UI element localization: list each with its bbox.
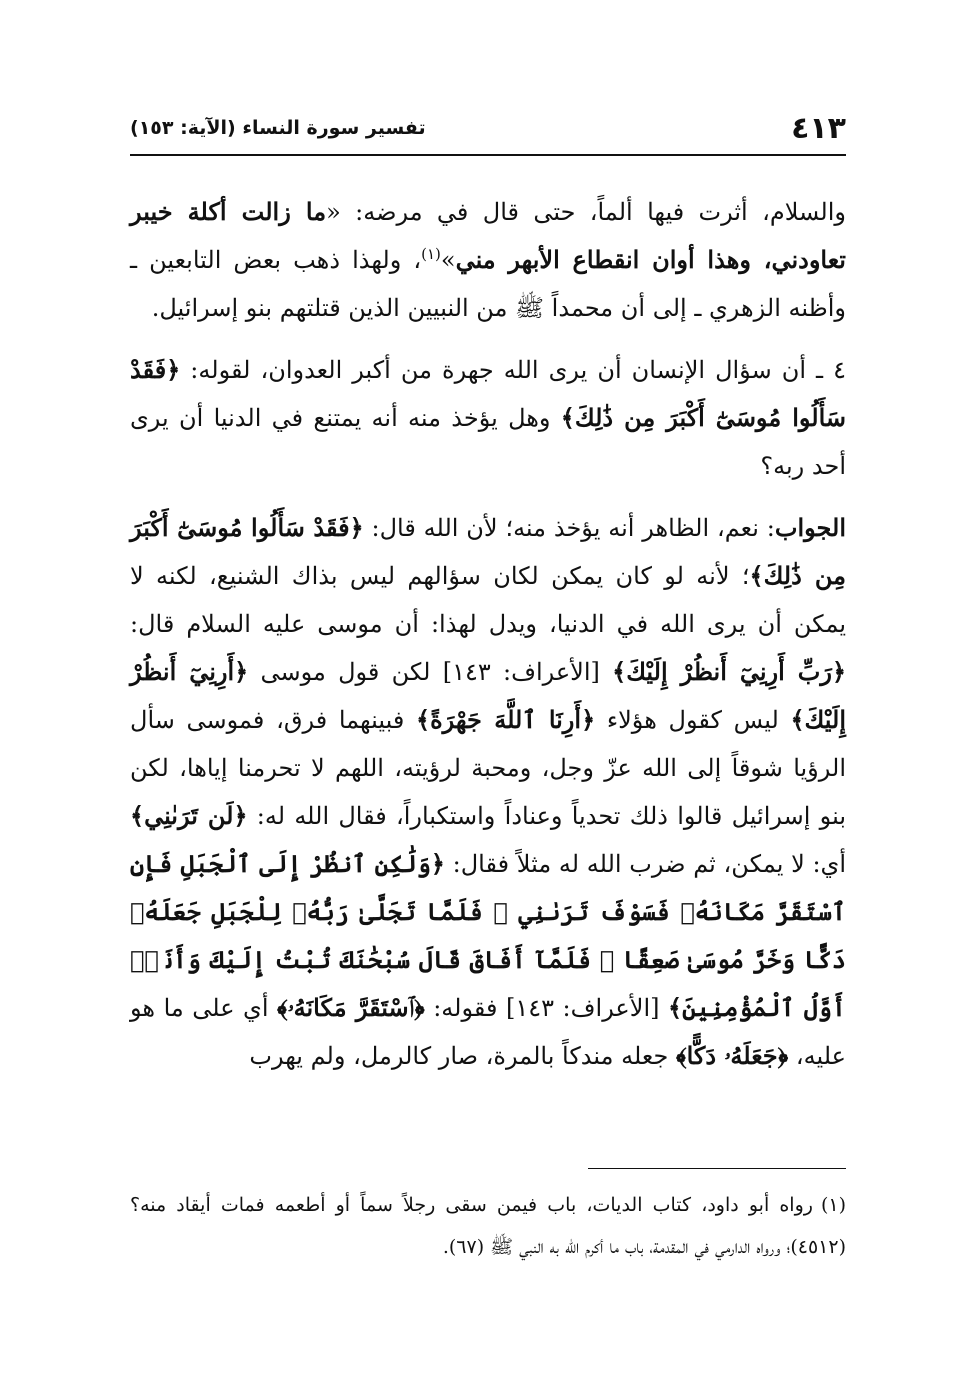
answer-label: الجواب xyxy=(774,513,846,542)
paragraph-1-text-3: ، ولهذا ذهب بعض التابعين ـ وأظنه الزهري ـ إلى أن محمداً ﷺ من النبيين الذين قتلتهم بنو إسرائيل. xyxy=(130,246,846,322)
quran-verse: ﴿وَلَٰكِنِ ٱنظُرْ إِلَى ٱلْجَبَلِ فَإِنِ ٱسْتَقَرَّ مَكَانَهُۥ فَسَوْفَ تَرَىٰنِي ۚ فَلَمَّا تَجَلَّىٰ رَبُّهُۥ لِلْجَبَلِ جَعَلَهُۥ دَكًّا وَخَرَّ مُوسَىٰ صَعِقًا ۚ فَلَمَّآ أَفَاقَ قَالَ سُبْحَٰنَكَ تُبْتُ إِلَيْكَ وَأَنَا۠ أَوَّلُ ٱلْمُؤْمِنِينَ﴾ xyxy=(130,849,846,1022)
paragraph-1-text-2: » xyxy=(440,246,456,274)
quran-verse: ﴿فَقَدْ سَأَلُوا مُوسَىٰٓ أَكْبَرَ مِن ذَٰلِكَ﴾ xyxy=(130,355,846,432)
quran-verse: ﴿جَعَلَهُۥ دَكًّا﴾ xyxy=(675,1041,789,1070)
quran-verse: ﴿ٱسْتَقَرَّ مَكَانَهُۥ﴾ xyxy=(277,993,425,1022)
footnote-reference: (١) xyxy=(421,245,441,263)
running-title: تفسير سورة النساء (الآية: ١٥٣) xyxy=(130,117,426,139)
footnote-text: رواه أبو داود، كتاب الديات، باب فيمن سقى رجلاً سماً أو أطعمه فمات أيقاد منه؟ (٤٥١٢)؛ ورواه الدارمي في المقدمة، باب ما أكرم الله به النبي ﷺ (٦٧). xyxy=(130,1194,846,1258)
paragraph-2-text-1: ٤ ـ أن سؤال الإنسان أن يرى الله جهرة من أكبر العدوان، لقوله: xyxy=(180,356,846,384)
paragraph-3 xyxy=(130,504,846,1080)
footnote-item xyxy=(130,1184,846,1268)
paragraph-3-text-3: [الأعراف: ١٤٣] لكن قول موسى xyxy=(248,658,613,686)
quran-verse: ﴿لَن تَرَىٰنِي﴾ xyxy=(130,801,248,830)
paragraph-3-text-8: أي على ما هو عليه، xyxy=(130,994,846,1070)
header-rule xyxy=(130,154,846,156)
hadith-quote: ما زالت أكلة خيبر تعاودني، وهذا أوان انقطاع الأبهر مني xyxy=(130,197,846,274)
footnote-marker: (١) xyxy=(820,1194,846,1216)
page-number: ٤١٣ xyxy=(791,110,846,146)
paragraph-3-text-6: أي: لا يمكن، ثم ضرب الله له مثلاً فقال: xyxy=(444,850,846,878)
paragraph-1-text-1: والسلام، أثرت فيها ألماً، حتى قال في مرضه: « xyxy=(326,198,846,226)
main-text xyxy=(130,188,846,1094)
paragraph-3-text-1: : نعم، الظاهر أنه يؤخذ منه؛ لأن الله قال: xyxy=(363,514,775,542)
paragraph-2 xyxy=(130,346,846,490)
paragraph-3-text-4: ليس كقول هؤلاء xyxy=(595,706,791,734)
quran-verse: ﴿أَرِنِيٓ أَنظُرْ إِلَيْكَ﴾ xyxy=(130,657,846,734)
paragraph-2-text-2: وهل يؤخذ منه أنه يمتنع في الدنيا أن يرى أحد ربه؟ xyxy=(130,404,846,480)
paragraph-1 xyxy=(130,188,846,332)
quran-verse: ﴿فَقَدْ سَأَلُوا مُوسَىٰٓ أَكْبَرَ مِن ذَٰلِكَ﴾ xyxy=(130,513,846,590)
paragraph-3-text-2: ؛ لأنه لو كان يمكن لكان سؤالهم ليس بذاك الشنيع، لكنه لا يمكن أن يرى الله في الدنيا، ويدل لهذا: أن موسى عليه السلام قال: xyxy=(130,562,846,638)
quran-verse: ﴿رَبِّ أَرِنِيٓ أَنظُرْ إِلَيْكَ﴾ xyxy=(612,657,847,686)
paragraph-3-text-9: جعله مندكاً بالمرة، صار كالرمل، ولم يهرب xyxy=(249,1042,676,1070)
paragraph-3-text-5: فبينهما فرق، فموسى سأل الرؤيا شوقاً إلى الله عزّ وجل، ومحبة لرؤيته، اللهم لا تحرمنا إياها، لكن بنو إسرائيل قالوا ذلك تحدياً وعناداً واستكباراً، فقال الله له: xyxy=(130,706,846,830)
page-header xyxy=(130,108,846,148)
paragraph-3-text-7: [الأعراف: ١٤٣] فقوله: xyxy=(424,994,668,1022)
quran-verse: ﴿أَرِنَا ٱللَّهَ جَهْرَةً﴾ xyxy=(416,705,596,734)
footnotes xyxy=(130,1184,846,1268)
footnote-separator xyxy=(588,1168,846,1169)
